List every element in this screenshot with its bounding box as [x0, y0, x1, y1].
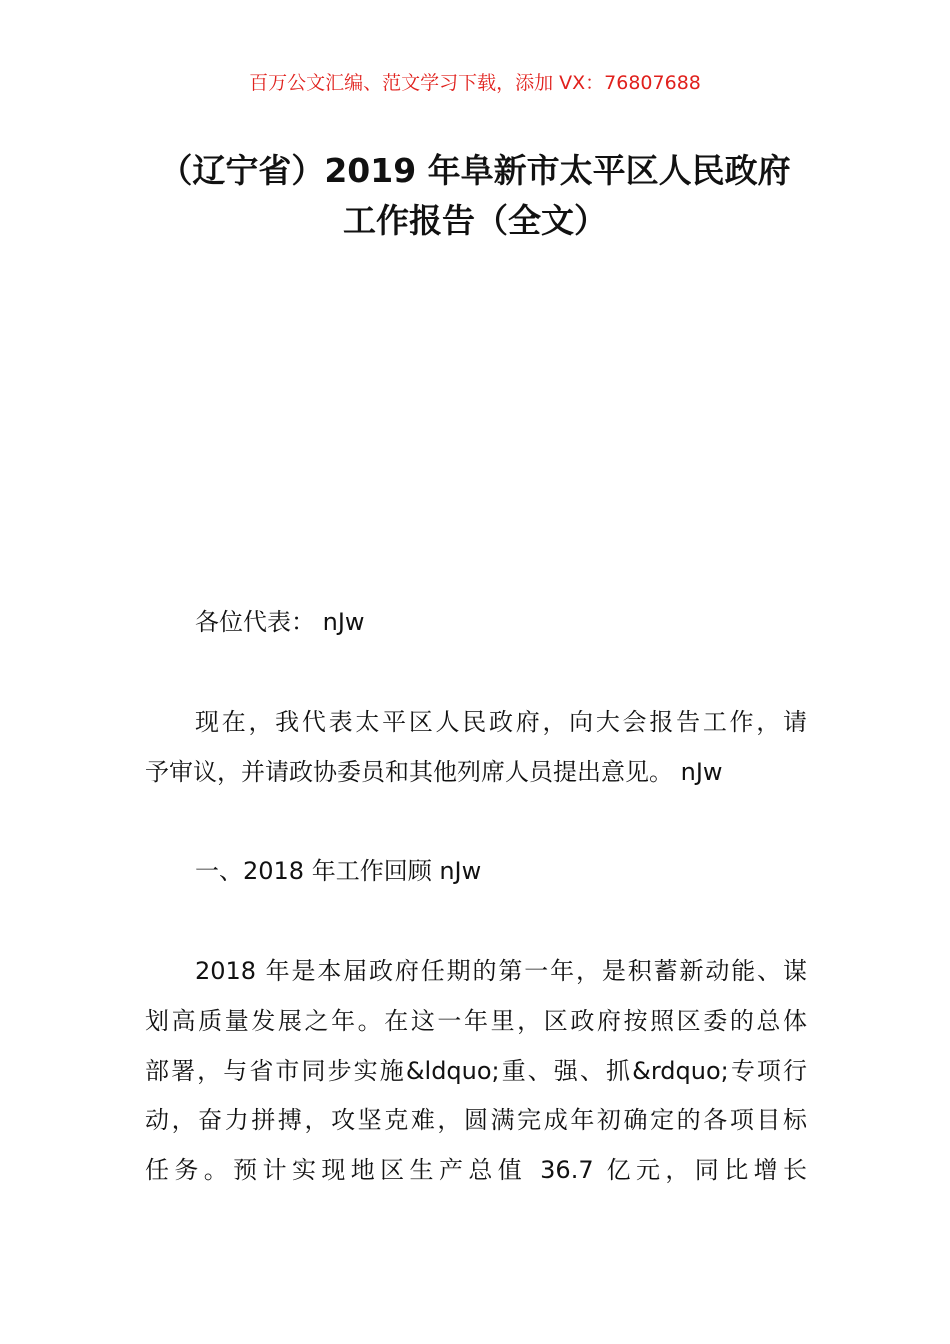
watermark-header: 百万公文汇编、范文学习下载，添加 VX：76807688	[249, 72, 701, 94]
paragraph-line: 2018 年是本届政府任期的第一年，是积蓄新动能、谋	[195, 957, 807, 985]
document-title	[140, 146, 810, 246]
title-line: 工作报告（全文）	[343, 201, 607, 240]
paragraph-line: 部署，与省市同步实施&ldquo;重、强、抓&rdquo;专项行	[145, 1057, 807, 1085]
paragraph-line: 予审议，并请政协委员和其他列席人员提出意见。 nJw	[145, 758, 723, 786]
section-heading: 一、2018 年工作回顾 nJw	[195, 857, 482, 885]
paragraph-line: 现在，我代表太平区人民政府，向大会报告工作，请	[195, 708, 807, 736]
title-line: （辽宁省）2019 年阜新市太平区人民政府	[159, 151, 791, 190]
paragraph-line: 划高质量发展之年。在这一年里，区政府按照区委的总体	[145, 1007, 807, 1035]
paragraph-line: 动，奋力拼搏，攻坚克难，圆满完成年初确定的各项目标	[145, 1106, 807, 1134]
greeting: 各位代表： nJw	[195, 608, 365, 636]
paragraph-line: 任务。预计实现地区生产总值 36.7 亿元，同比增长	[145, 1156, 807, 1184]
